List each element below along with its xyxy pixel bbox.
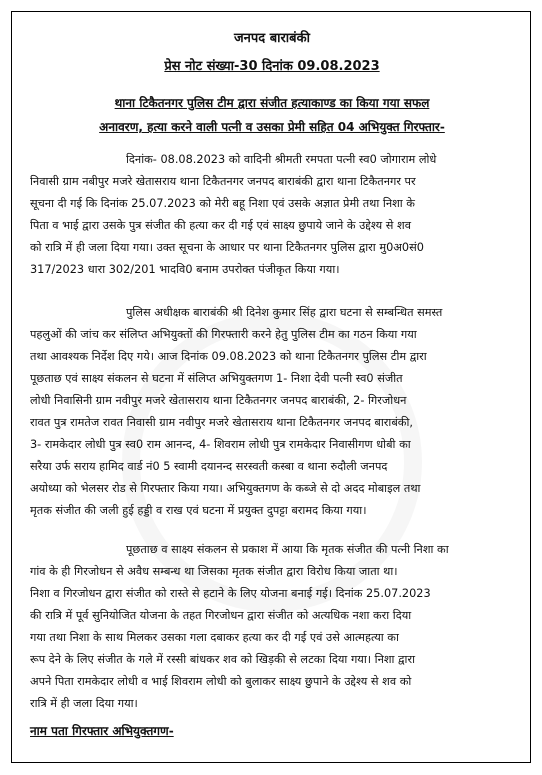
paragraph-line: की रात्रि में पूर्व सुनियोजित योजना के तहत गिरजोधन द्वारा संजीत को अत्यधिक नशा करा दिया <box>30 609 412 622</box>
paragraph-line: पहलुओं की जांच कर संलिप्त अभियुक्तों की गिरफ्तारी करने हेतु पुलिस टीम का गठन किया गया <box>30 328 417 341</box>
paragraph-line: 3- रामकेदार लोधी पुत्र स्व0 राम आनन्द, 4- शिवराम लोधी पुत्र रामकेदार निवासीगण धोबी का <box>30 438 411 451</box>
paragraph-arrest <box>30 302 514 522</box>
subject-line-2: अनावरण, हत्या करने वाली पत्नी व उसका प्रेमी सहित 04 अभियुक्त गिरफ्तार- <box>99 120 445 134</box>
paragraph-line: लोधी निवासिनी ग्राम नवीपुर मजरे खेतासराय थाना टिकैतनगर जनपद बाराबंकी, 2- गिरजोधन <box>30 394 407 407</box>
paragraph-line: गया तथा निशा के साथ मिलकर उसका गला दबाकर हत्या कर दी गई एवं उसे आत्महत्या का <box>30 631 399 644</box>
press-note-number: प्रेस नोट संख्या-30 दिनांक 09.08.2023 <box>164 59 380 74</box>
paragraph-line: पूछताछ एवं साक्ष्य संकलन से घटना में संलिप्त अभियुक्तगण 1- निशा देवी पत्नी स्व0 संजीत <box>30 372 403 385</box>
paragraph-line: रूप देने के लिए संजीत के गले में रस्सी बांधकर शव को खिड़की से लटका दिया गया। निशा द्वारा <box>30 653 416 666</box>
paragraph-motive <box>30 539 514 715</box>
paragraph-line: सूचना दी गई कि दिनांक 25.07.2023 को मेरी बहू निशा एवं उसके अज्ञात प्रेमी तथा निशा के <box>30 197 415 210</box>
paragraph-line: तथा आवश्यक निर्देश दिए गये। आज दिनांक 09.08.2023 को थाना टिकैतनगर पुलिस टीम द्वारा <box>30 350 427 363</box>
paragraph-line: पिता व भाई द्वारा उसके पुत्र संजीत की हत्या कर दी गई एवं साक्ष्य छुपाये जाने के उद्देश्य से शव <box>30 219 411 232</box>
press-note-page <box>11 11 531 763</box>
paragraph-fir <box>30 149 514 281</box>
paragraph-line: मृतक संजीत की जली हुई हड्डी व राख एवं घटना में प्रयुक्त दुपट्टा बरामद किया गया। <box>30 504 367 517</box>
district-heading: जनपद बाराबंकी <box>234 31 310 46</box>
paragraph-line: को रात्रि में ही जला दिया गया। उक्त सूचना के आधार पर थाना टिकैतनगर पुलिस द्वारा मु0अ0सं0 <box>30 241 424 254</box>
paragraph-line: दिनांक- 08.08.2023 को वादिनी श्रीमती रमपता पत्नी स्व0 जोगाराम लोधे <box>126 153 437 166</box>
paragraph-line: अयोध्या को भेलसर रोड से गिरफ्तार किया गया। अभियुक्तगण के कब्जे से दो अदद मोबाइल तथा <box>30 482 421 495</box>
paragraph-line: पुलिस अधीक्षक बाराबंकी श्री दिनेश कुमार सिंह द्वारा घटना से सम्बन्धित समस्त <box>126 306 443 319</box>
subject-line-1: थाना टिकैतनगर पुलिस टीम द्वारा संजीत हत्याकाण्ड का किया गया सफल <box>114 96 430 110</box>
paragraph-line: सरैया उर्फ सराय हामिद वार्ड नं0 5 स्वामी दयानन्द सरस्वती कस्बा व थाना रुदौली जनपद <box>30 460 388 473</box>
paragraph-line: रात्रि में ही जला दिया गया। <box>30 697 138 710</box>
paragraph-line: निवासी ग्राम नबीपुर मजरे खेतासराय थाना टिकैतनगर जनपद बाराबंकी द्वारा थाना टिकैतनगर पर <box>30 175 416 188</box>
paragraph-line: रावत पुत्र रामतेज रावत निवासी ग्राम नवीपुर मजरे खेतासराय थाना टिकैतनगर जनपद बाराबंकी, <box>30 416 413 429</box>
paragraph-line: गांव के ही गिरजोधन से अवैध सम्बन्ध था जिसका मृतक संजीत द्वारा विरोध किया जाता था। <box>30 565 398 578</box>
paragraph-line: निशा व गिरजोधन द्वारा संजीत को रास्ते से हटाने के लिए योजना बनाई गई। दिनांक 25.07.2023 <box>30 587 431 600</box>
paragraph-line: अपने पिता रामकेदार लोधी व भाई शिवराम लोधी को बुलाकर साक्ष्य छुपाने के उद्देश्य से शव को <box>30 675 412 688</box>
paragraph-line: 317/2023 धारा 302/201 भादवि0 बनाम उपरोक्त पंजीकृत किया गया। <box>30 263 340 276</box>
paragraph-line: पूछताछ व साक्ष्य संकलन से प्रकाश में आया कि मृतक संजीत की पत्नी निशा का <box>126 543 449 556</box>
arrested-accused-heading: नाम पता गिरफ्तार अभियुक्तगण- <box>30 724 174 738</box>
